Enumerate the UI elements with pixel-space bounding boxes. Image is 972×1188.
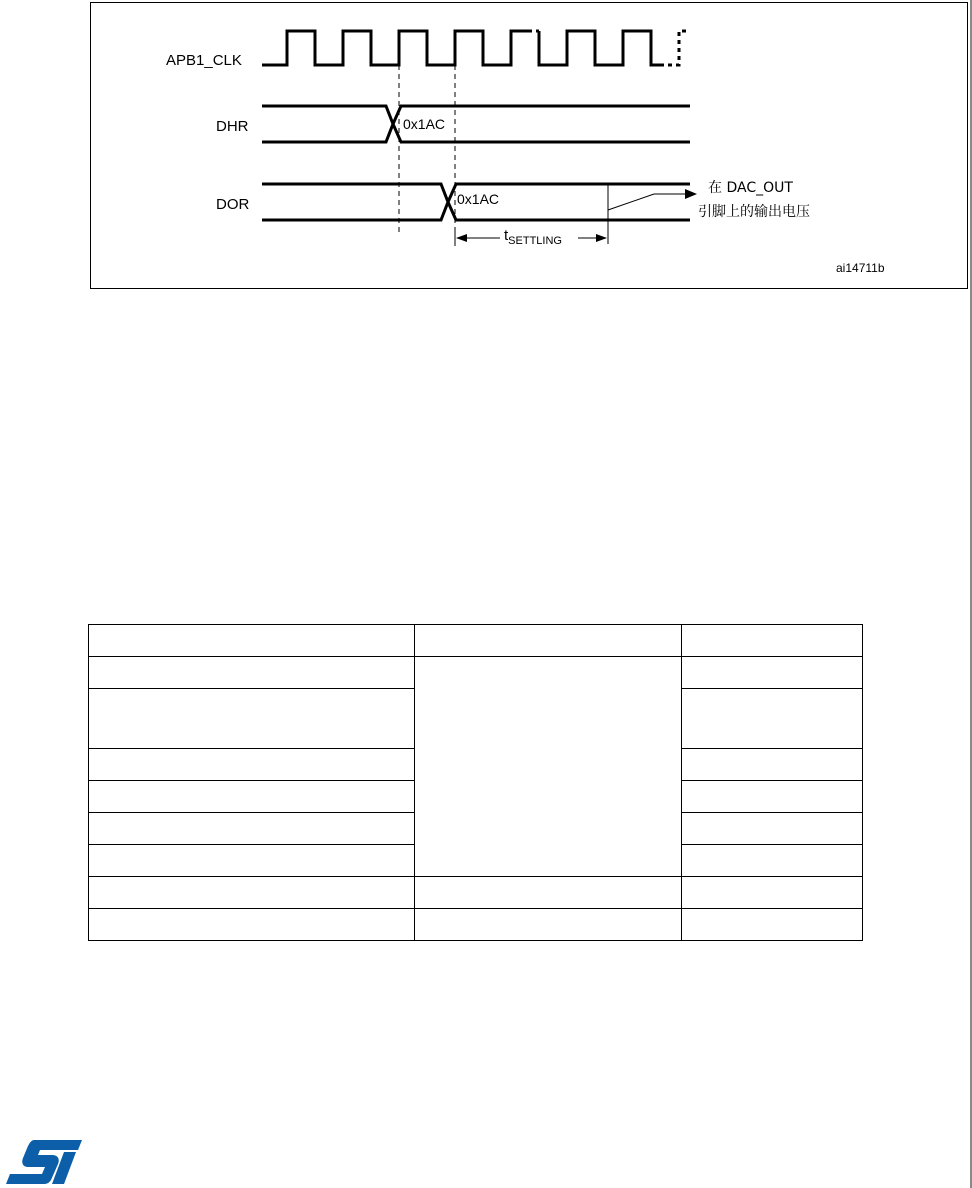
clock-waveform (262, 31, 528, 65)
output-pointer-arrowhead (685, 189, 697, 199)
signal-label-apb1-clk: APB1_CLK (166, 52, 242, 69)
spec-table (88, 624, 863, 941)
output-note-line1: 在 DAC_OUT (708, 180, 793, 196)
clock-waveform-continued (539, 31, 660, 65)
signal-label-dhr: DHR (216, 118, 249, 135)
table-cell (682, 909, 863, 941)
table-cell (415, 909, 682, 941)
table-row (89, 657, 863, 689)
table-cell (89, 657, 415, 689)
table-cell (89, 909, 415, 941)
dhr-value: 0x1AC (403, 116, 446, 132)
figure-id: ai14711b (836, 261, 885, 275)
settling-arrow-left (456, 234, 467, 242)
table-cell (682, 781, 863, 813)
table-cell-merged (415, 657, 682, 877)
table-cell (682, 689, 863, 749)
table-cell (682, 877, 863, 909)
dhr-bus-waveform (262, 106, 690, 142)
table-cell (89, 689, 415, 749)
settling-time-label: $t_{SETTLING}$ (504, 227, 562, 247)
table-cell (682, 625, 863, 657)
table-cell (89, 845, 415, 877)
table-row (89, 909, 863, 941)
table-cell (682, 845, 863, 877)
table-cell (89, 781, 415, 813)
st-logo-icon (4, 1138, 88, 1184)
table-cell (682, 657, 863, 689)
table-header-row (89, 625, 863, 657)
table-cell (415, 625, 682, 657)
dor-value: 0x1AC (457, 191, 500, 207)
table-cell (682, 749, 863, 781)
settling-arrow-right (596, 234, 607, 242)
table-cell (89, 625, 415, 657)
table-cell (89, 813, 415, 845)
signal-label-dor: DOR (216, 196, 250, 213)
table-cell (89, 749, 415, 781)
output-voltage-slope (608, 194, 654, 210)
table-row (89, 877, 863, 909)
table-cell (682, 813, 863, 845)
table-cell (415, 877, 682, 909)
timing-diagram (0, 0, 972, 300)
output-note-line2: 引脚上的输出电压 (698, 204, 810, 220)
table-cell (89, 877, 415, 909)
